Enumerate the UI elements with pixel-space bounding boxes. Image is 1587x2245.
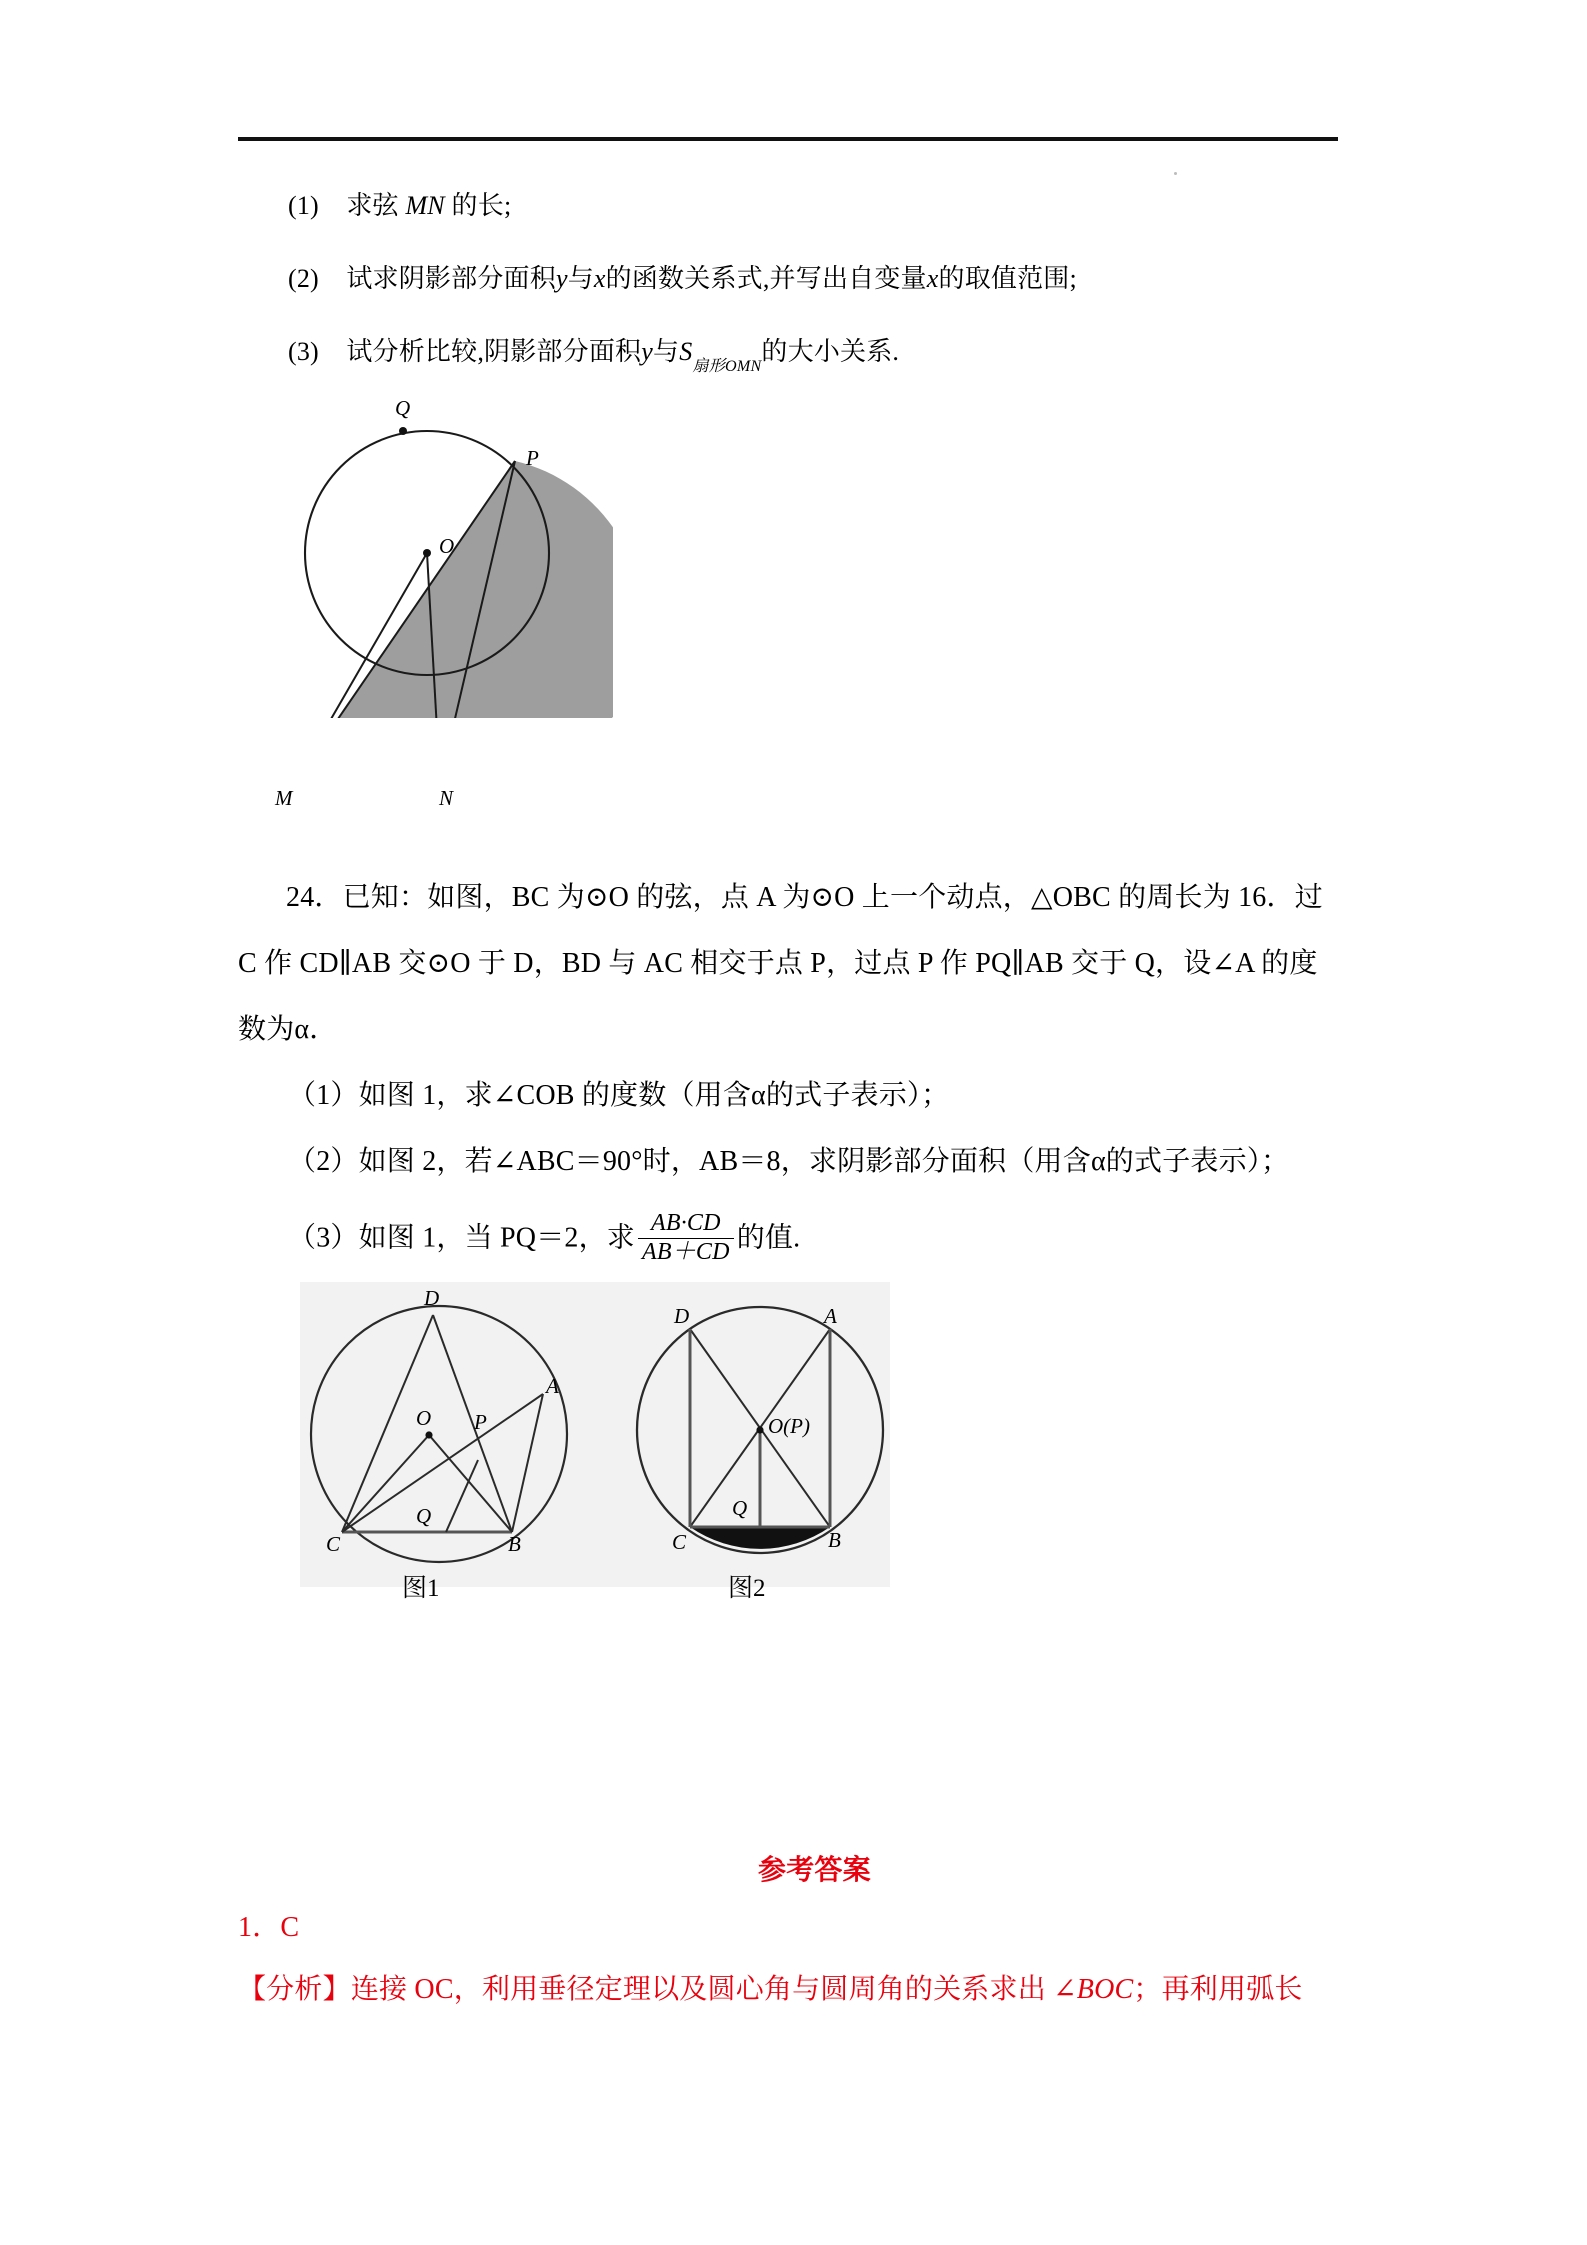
question-24-line-2: C 作 CD∥AB 交⊙O 于 D，BD 与 AC 相交于点 P，过点 P 作 PQ∥AB 交于 Q，设∠A 的度 [238,948,1318,979]
tu1-label-P: P [474,1410,487,1434]
item-2-var-x2: x [926,264,939,293]
tu1-label-B: B [508,1532,521,1556]
figure-1-label-O: O [439,534,455,558]
answer-item-1: 1．C [238,1912,300,1943]
figure-1-label-Q: Q [395,396,411,420]
tu1-label-Q: Q [416,1504,432,1528]
item-2-text-b: 与 [567,264,594,293]
sub-1-text: 如图 1，求∠COB 的度数（用含α的式子表示）； [358,1080,950,1111]
tu1-segment-ob [429,1435,512,1532]
item-2-marker: (2) [288,264,319,293]
sub-2-marker: （2） [288,1146,359,1177]
analysis-tag: 【分析】 [238,1974,351,2005]
question-item-2 [288,265,1077,294]
item-2-text-c: 的函数关系式,并写出自变量 [605,264,927,293]
figure-1-circle-diagram [275,396,613,810]
tu1-label-O: O [416,1406,432,1430]
analysis-italic-angle: ∠BOC [1053,1974,1134,2005]
figure-1-label-P: P [526,446,539,470]
figure-1-label-M: M [275,786,293,810]
tu1-label-C: C [326,1532,341,1556]
fraction-ab-cd [638,1210,734,1266]
tu2-label-D: D [674,1304,690,1328]
item-2-text-a: 试求阴影部分面积 [346,264,556,293]
item-2-text-d: 的取值范围; [938,264,1077,293]
question-24-sub-1 [288,1081,949,1112]
item-1-italic: MN [405,191,445,220]
point-q [399,427,407,435]
tu2-label-Q: Q [732,1496,748,1520]
question-item-1 [288,192,511,221]
question-24-sub-2 [288,1147,1289,1178]
item-3-marker: (3) [288,337,319,366]
tu1-point-o [425,1431,432,1438]
item-3-var-y: y [641,337,653,366]
figure-tu1 [302,1282,592,1602]
tu2-label-C: C [672,1530,687,1554]
sub-3-text-b: 的值. [736,1222,801,1254]
question-24-line-1 [286,883,1323,914]
item-1-marker: (1) [288,191,319,220]
tu2-caption: 图2 [728,1575,766,1602]
question-24-number: 24． [286,882,343,913]
fraction-numerator: AB·CD [651,1210,721,1236]
tu1-segment-ab [512,1394,543,1532]
question-24-sub-3 [288,1212,800,1268]
stray-dot-mark [1174,172,1177,175]
tu1-segment-pq [446,1460,478,1532]
tu1-label-D: D [424,1286,440,1310]
figure-1-label-N: N [439,786,454,810]
tu2-label-B: B [828,1528,841,1552]
item-1-tail: 的长; [444,191,512,220]
sub-1-marker: （1） [288,1080,359,1111]
sub-2-text: 如图 2，若∠ABC＝90°时，AB＝8，求阴影部分面积（用含α的式子表示）； [358,1146,1290,1177]
answer-analysis-line [238,1975,1303,2006]
figure-tu1-svg [302,1282,592,1582]
point-o [423,549,431,557]
sub-3-text-a: 如图 1，当 PQ＝2，求 [358,1222,636,1254]
item-2-var-y: y [555,264,568,293]
item-3-text-a: 试分析比较,阴影部分面积 [346,337,642,366]
tu1-caption: 图1 [402,1575,440,1602]
sub-3-marker: （3） [288,1222,359,1254]
item-2-var-x1: x [593,264,606,293]
item-3-text-c: 的大小关系. [761,337,900,366]
item-1-text: 求弦 [346,191,406,220]
header-divider [238,137,1338,141]
answers-heading: 参考答案 [758,1855,871,1886]
analysis-text-b: ；再利用弧长 [1133,1974,1303,2005]
question-24-line-3: 数为α． [238,1014,338,1045]
fraction-denominator: AB＋CD [638,1238,734,1267]
item-3-subscript: 扇形OMN [692,358,762,376]
tu2-point-op [756,1426,763,1433]
figure-tu2 [632,1282,912,1602]
tu1-segment-ca [342,1394,543,1532]
tu2-label-A: A [824,1304,837,1328]
question-24-body-1: 已知：如图，BC 为⊙O 的弦，点 A 为⊙O 上一个动点，△OBC 的周长为 16．过 [342,882,1323,913]
tu2-shaded-segment [690,1527,830,1549]
tu2-label-OP: O(P) [768,1414,810,1438]
item-3-symbol-s: S [679,337,693,366]
tu1-label-A: A [546,1374,559,1398]
analysis-text-a: 连接 OC，利用垂径定理以及圆心角与圆周角的关系求出 [350,1974,1054,2005]
question-item-3 [288,337,900,376]
item-3-text-b: 与 [652,337,680,366]
